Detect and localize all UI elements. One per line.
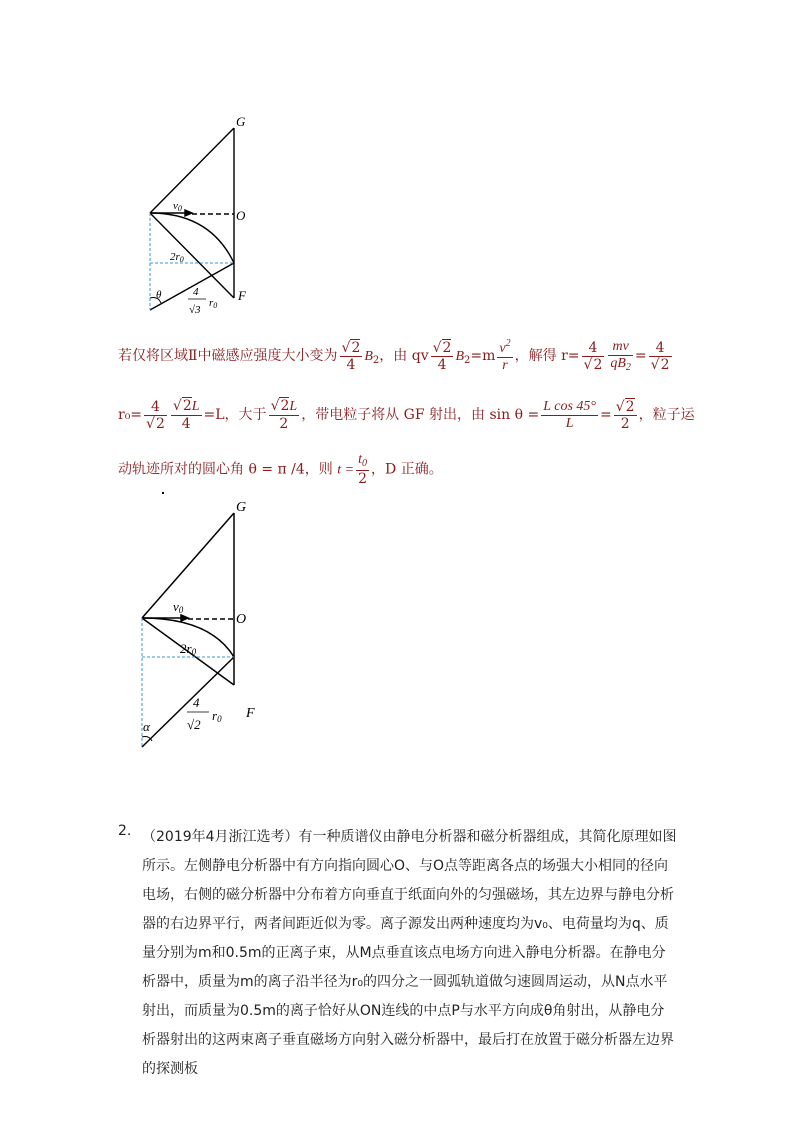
line2-text-b: =L，大于 — [203, 407, 267, 424]
fig2-label-2r0: 2r0 — [180, 641, 197, 657]
stray-dot — [162, 492, 164, 494]
solution-line-1: 若仅将区域Ⅱ中磁感应强度大小变为 $\frac{√2}{4}$ $B_2$，由 qv $\frac{√2}{4}$ $B_2=m$ $\frac{v^2}{r}$ ，解得 r= $\frac{4}{√2}$ $\frac{mv}{qB_2}$ = $\frac{4}{√2}$ — [118, 338, 670, 374]
fig1-frac-den: √3 — [189, 304, 201, 316]
fig1-frac-r0: r0 — [209, 297, 218, 310]
fig1-label-2r0: 2r0 — [170, 251, 184, 264]
fig2-label-v0: v0 — [173, 599, 184, 615]
solution-line-3 — [118, 452, 443, 487]
fig1-label-o: O — [236, 208, 246, 223]
frac-v2-over-r: $\frac{v^2}{r}$ — [499, 338, 511, 374]
line2-text-d: = — [600, 407, 612, 424]
line1-text-c: =m — [470, 348, 496, 365]
frac-lcos45-over-l: $\frac{\text{L cos 45°}}{L}$ — [543, 398, 596, 431]
frac-sqrt2-over-4: $\frac{√2}{4}$ — [341, 339, 361, 373]
line1-text-b: ，由 qv — [379, 348, 429, 365]
fig1-arrowhead — [185, 210, 192, 216]
figure-2 — [125, 495, 275, 755]
fig2-alpha-arc — [142, 737, 152, 742]
frac-4-over-sqrt2-b: $\frac{4}{√2}$ — [650, 339, 670, 373]
line2-text-a: r₀= — [118, 407, 143, 424]
fig1-label-g: G — [236, 114, 246, 129]
fig1-line-f-diag — [150, 213, 234, 298]
fig2-label-g: G — [236, 500, 247, 515]
fig2-line-g-diag — [142, 513, 234, 618]
t-equals: t = — [337, 462, 355, 478]
frac-t0-over-2: $\frac{t_0}{2}$ — [358, 452, 368, 487]
line3-text-a: 动轨迹所对的圆心角 θ = π /4，则 — [118, 461, 338, 478]
frac-sqrt2-over-4-b: $\frac{√2}{4}$ — [432, 339, 452, 373]
frac-sqrt2L-over-4: $\frac{√2L}{4}$ — [172, 398, 200, 433]
fig2-frac-den: √2 — [187, 717, 201, 732]
frac-mv-over-qb2: $\frac{mv}{qB_2}$ — [610, 338, 631, 373]
line2-text-c: ，带电粒子将从 GF 射出，由 sin θ = — [301, 407, 540, 424]
frac-4-over-sqrt2: $\frac{4}{√2}$ — [583, 339, 603, 373]
frac-sqrt2-over-2: $\frac{√2}{2}$ — [615, 398, 635, 432]
fig1-label-v0: v0 — [173, 200, 182, 213]
problem-2 — [118, 823, 678, 1084]
line1-text-d: ，解得 r= — [514, 348, 580, 365]
fig1-line-g-diag — [150, 128, 234, 213]
fig1-label-f: F — [238, 288, 246, 303]
fig2-label-alpha: α — [143, 719, 150, 734]
line3-text-b: ，D 正确。 — [371, 461, 443, 478]
solution-line-2 — [118, 398, 695, 432]
frac-4-over-sqrt2-c: $\frac{4}{√2}$ — [146, 398, 165, 432]
fig1-line-lower — [150, 263, 234, 310]
fig1-label-theta: θ — [156, 289, 162, 301]
fig2-arrowhead — [181, 615, 188, 621]
fig2-line-lower — [142, 657, 234, 747]
fig2-frac-r0: r0 — [212, 708, 222, 724]
fig2-label-o: O — [236, 612, 247, 627]
fig2-frac-num: 4 — [193, 695, 200, 710]
line1-text-e: = — [634, 348, 647, 365]
line2-text-e: ，粒子运 — [638, 407, 695, 424]
problem-text: （2019年4月浙江选考）有一种质谱仪由静电分析器和磁分析器组成，其简化原理如图所示。左侧静电分析器中有方向指向圆心O、与O点等距离各点的场强大小相同的径向电场，右侧的磁分析器中分布着方向垂直于纸面向外的匀强磁场，其左边界与静电分析器的右边界平行，两者间距近似为零。离子源发出两种速度均为v₀、电荷量均为q、质量分别为m和0.5m的正离子束，从M点垂直该点电场方向进入静电分析器。在静电分析器中，质量为m的离子沿半径为r₀的四分之一圆弧轨道做匀速圆周运动，从N点水平射出，而质量为0.5m的离子恰好从ON连线的中点P与水平方向成θ角射出，从静电分析器射出的这两束离子垂直磁场方向射入磁分析器中，最后打在放置于磁分析器左边界的探测板 — [142, 829, 677, 1077]
problem-number: 2. — [118, 823, 132, 839]
fig1-frac-num: 4 — [193, 286, 199, 298]
figure-1 — [130, 110, 270, 325]
line1-text-a: 若仅将区域Ⅱ中磁感应强度大小变为 — [118, 348, 338, 365]
fig2-label-f: F — [246, 706, 255, 721]
frac-sqrt2L-over-2: $\frac{√2L}{2}$ — [270, 398, 298, 433]
